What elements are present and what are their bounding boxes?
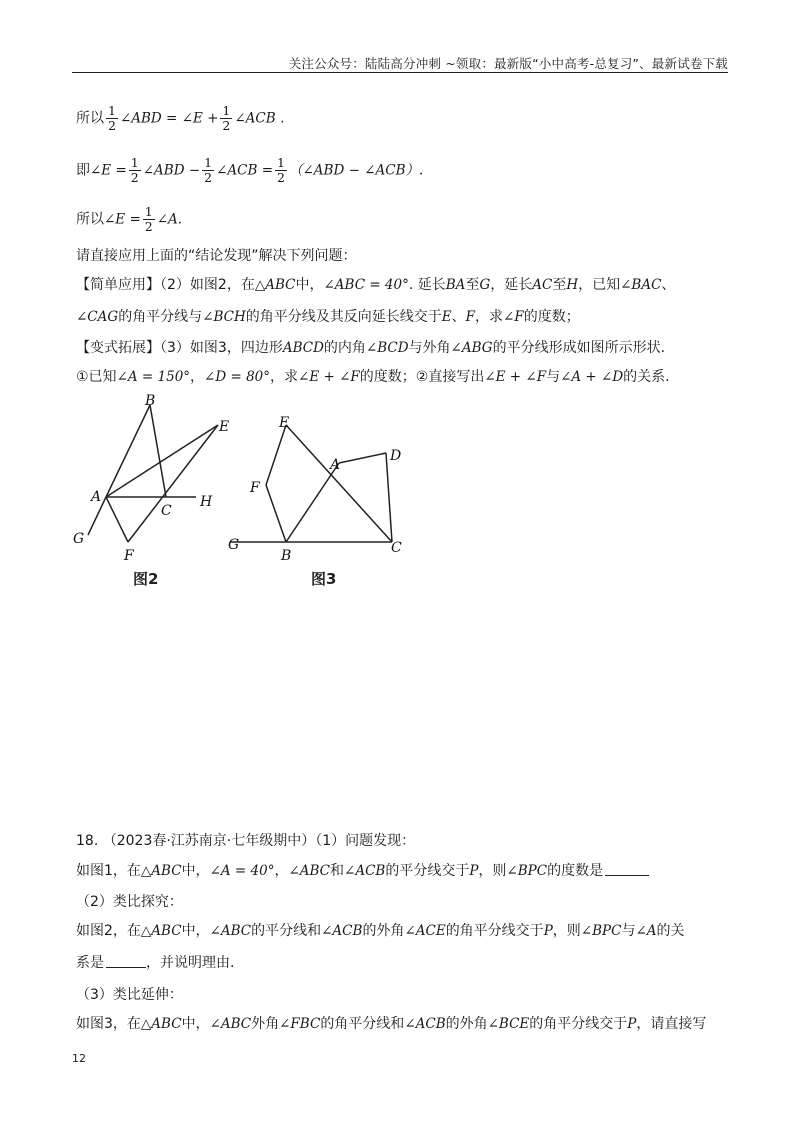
q3-line-2: ①已知∠A = 150°，∠D = 80°，求∠E + ∠F的度数；②直接写出∠E + ∠F与∠A + ∠D的关系. (76, 369, 670, 385)
fig3-segment-ad (339, 453, 386, 463)
fraction: $\frac{1}{2}$ (144, 204, 153, 234)
fraction: $\frac{1}{2}$ (222, 103, 231, 133)
fraction: $\frac{1}{2}$ (277, 155, 285, 185)
instructions: 请直接应用上面的“结论发现”解决下列问题： (76, 248, 357, 264)
fig2-label-h: H (200, 494, 213, 510)
fig3-label-d: D (390, 448, 402, 464)
answer-blank[interactable] (605, 861, 649, 876)
fig2-label-b: B (145, 393, 156, 409)
page-header (72, 52, 728, 73)
fig3-label-c: C (391, 540, 402, 556)
q18-part2-cont: 系是 ，并说明理由. (76, 955, 235, 971)
q18-heading: 18. （2023春·江苏南京·七年级期中）（1）问题发现： (76, 833, 416, 849)
answer-blank[interactable] (106, 953, 146, 968)
page-number: 12 (72, 1052, 86, 1065)
header-text: 关注公众号：陆陆高分冲刺 ~领取：最新版“小中高考-总复习”、最新试卷下载 (288, 56, 728, 71)
proof-line-2: 即∠E = $\frac{1}{2}$ ∠ABD − $\frac{1}{2}$ ∠ACB = $\frac{1}{2}$ （∠ABD − ∠ACB）. (76, 155, 424, 185)
fig2-label-a: A (91, 489, 102, 505)
fig3-label-e: E (279, 415, 290, 431)
fig3-label-g: G (228, 537, 240, 553)
fig3-label-a: A (330, 457, 341, 473)
fig3-segment-dc (386, 453, 392, 542)
fig3-segment-fb (266, 485, 286, 542)
figure-2-labels (73, 393, 229, 588)
q18-part2: 如图2，在△ABC中，∠ABC的平分线和∠ACB的外角∠ACE的角平分线交于P，则∠BPC与∠A的关 (76, 923, 685, 939)
q18-part3-title: （3）类比延伸： (76, 987, 183, 1003)
q18-part3: 如图3，在△ABC中，∠ABC外角∠FBC的角平分线和∠ACB的外角∠BCE的角平分线交于P，请直接写 (76, 1016, 707, 1032)
q3-line-1: 【变式拓展】（3）如图3，四边形ABCD的内角∠BCD与外角∠ABG的平分线形成如图所示形状. (76, 340, 666, 356)
fig2-label-c: C (161, 503, 172, 519)
fig2-segment-fe (128, 425, 218, 542)
fig2-caption: 图2 (133, 570, 159, 588)
fraction: $\frac{1}{2}$ (204, 155, 213, 185)
fig3-caption: 图3 (311, 570, 337, 588)
proof-line-1: 所以 $\frac{1}{2}$ ∠ABD = ∠E + $\frac{1}{2}$ ∠ACB . (76, 103, 285, 133)
figures (0, 385, 800, 625)
fig2-segment-bc (150, 405, 166, 497)
figure-2 (88, 405, 218, 542)
fig3-label-b: B (281, 548, 292, 564)
q18-part2-title: （2）类比探究： (76, 894, 183, 910)
fig2-label-f: F (124, 548, 134, 564)
fig2-label-e: E (219, 419, 230, 435)
fraction: $\frac{1}{2}$ (108, 103, 116, 133)
q2-line-2: ∠CAG的角平分线与∠BCH的角平分线及其反向延长线交于E、F，求∠F的度数； (76, 309, 580, 325)
fig3-segment-ef (266, 425, 286, 485)
fig3-label-f: F (250, 480, 260, 496)
q2-line-1: 【简单应用】（2）如图2，在△ABC中，∠ABC = 40°. 延长BA至G，延长AC至H，已知∠BAC、 (76, 277, 676, 293)
proof-line-3: 所以∠E = $\frac{1}{2}$ ∠A. (76, 204, 183, 234)
fraction: $\frac{1}{2}$ (130, 155, 139, 185)
fig2-segment-af (106, 497, 128, 542)
figure-3-labels (228, 415, 402, 588)
q18-part1: 如图1，在△ABC中，∠A = 40°，∠ABC和∠ACB的平分线交于P，则∠BPC的度数是 (76, 860, 649, 882)
fig2-label-g: G (73, 531, 85, 547)
fig3-segment-ec (286, 425, 392, 542)
